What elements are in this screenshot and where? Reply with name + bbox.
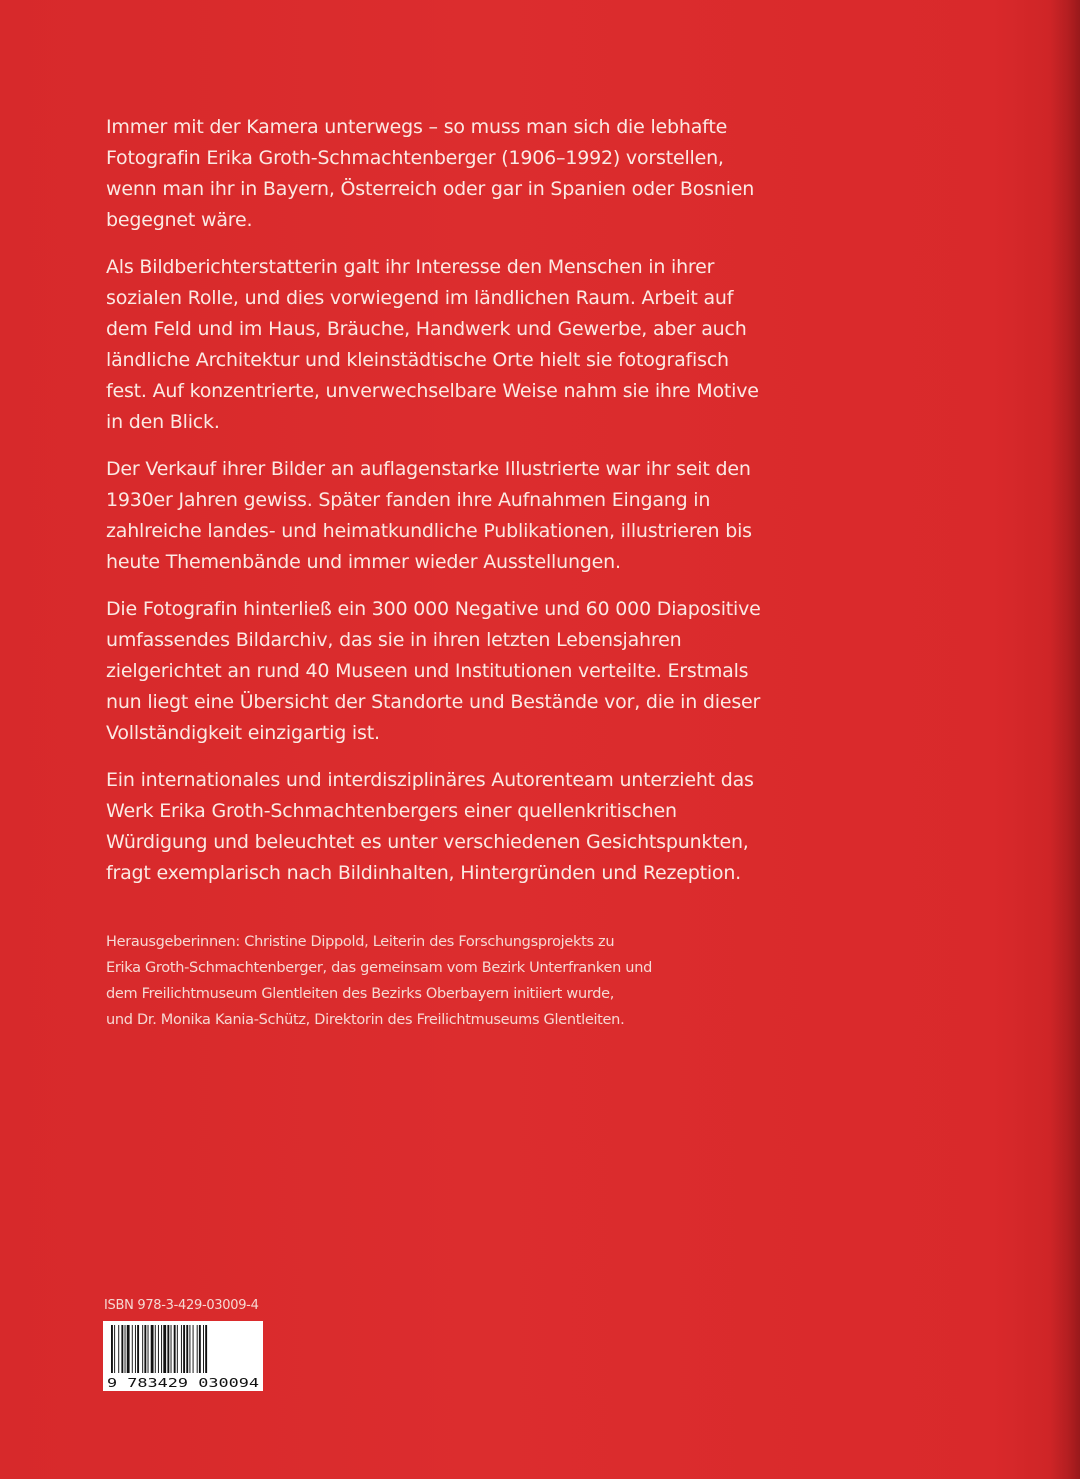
barcode-bar xyxy=(186,1325,188,1373)
credits-line: Herausgeberinnen: Christine Dippold, Leiterin des Forschungsprojekts zu xyxy=(106,934,615,950)
barcode-bar xyxy=(171,1325,172,1373)
blurb-paragraph: Ein internationales und interdisziplinäres Autorenteam unterzieht das Werk Erika Groth-Schmachtenbergers einer quellenkritischen Würdigung und beleuchtet es unter verschiedenen Gesichtspunkten, fragt exemplarisch nach Bildinhalten, Hintergründen und Rezeption. xyxy=(106,769,754,884)
barcode-bar xyxy=(142,1325,143,1373)
barcode-bar xyxy=(135,1325,136,1373)
barcode-bar xyxy=(199,1325,201,1373)
barcode-bar xyxy=(151,1325,154,1373)
blurb-paragraph: Immer mit der Kamera unterwegs – so muss man sich die lebhafte Fotografin Erika Groth-Schmachtenberger (1906–1992) vorstellen, wenn man ihr in Bayern, Österreich oder gar in Spanien oder Bosnien begegnet wäre. xyxy=(106,116,755,231)
barcode-bar xyxy=(203,1325,204,1373)
barcode-bar xyxy=(132,1325,133,1373)
blurb-paragraph: Als Bildberichterstatterin galt ihr Interesse den Menschen in ihrer sozialen Rolle, und dies vorwiegend im ländlichen Raum. Arbeit auf dem Feld und im Haus, Bräuche, Handwerk und Gewerbe, aber auch ländliche Architektur und kleinstädtische Orte hielt sie fotografisch fest. Auf konzentrierte, unverwechselbare Weise nahm sie ihre Motive in den Blick. xyxy=(106,256,759,433)
barcode-bar xyxy=(155,1325,156,1373)
barcode-bar xyxy=(137,1325,139,1373)
barcode-bar xyxy=(144,1325,146,1373)
barcode-bar xyxy=(163,1325,166,1373)
barcode-bar xyxy=(197,1325,198,1373)
barcode-bar xyxy=(114,1325,115,1373)
barcode-bar xyxy=(161,1325,162,1373)
barcode-bar xyxy=(205,1325,207,1373)
editor-credits xyxy=(106,929,726,1033)
credits-line: Erika Groth-Schmachtenberger, das gemeinsam vom Bezirk Unterfranken und xyxy=(106,960,652,976)
barcode-bar xyxy=(158,1325,159,1373)
spine-edge xyxy=(1050,0,1080,1479)
barcode-icon xyxy=(103,1321,263,1391)
barcode-bar xyxy=(148,1325,149,1373)
isbn-label: ISBN 978-3-429-03009-4 xyxy=(104,1298,259,1313)
barcode-bar xyxy=(189,1325,190,1373)
barcode-bar xyxy=(183,1325,185,1373)
barcode-bar xyxy=(177,1325,178,1373)
barcode-bar xyxy=(174,1325,176,1373)
barcode-bar xyxy=(118,1325,119,1373)
isbn-barcode xyxy=(103,1321,263,1391)
barcode-digits: 9 783429 030094 xyxy=(107,1375,259,1390)
barcode-bar xyxy=(193,1325,194,1373)
credits-line: und Dr. Monika Kania-Schütz, Direktorin des Freilichtmuseums Glentleiten. xyxy=(106,1012,625,1028)
blurb-paragraph: Der Verkauf ihrer Bilder an auflagenstarke Illustrierte war ihr seit den 1930er Jahren gewiss. Später fanden ihre Aufnahmen Eingang in zahlreiche landes- und heimatkundliche Publikationen, illustrieren bis heute Themenbände und immer wieder Ausstellungen. xyxy=(106,458,752,573)
credits-line: dem Freilichtmuseum Glentleiten des Bezirks Oberbayern initiiert wurde, xyxy=(106,986,615,1002)
barcode-bar xyxy=(125,1325,126,1373)
blurb-text xyxy=(106,112,766,905)
barcode-bar xyxy=(167,1325,169,1373)
barcode-bar xyxy=(127,1325,130,1373)
blurb-paragraph: Die Fotografin hinterließ ein 300 000 Negative und 60 000 Diapositive umfassendes Bildarchiv, das sie in ihren letzten Lebensjahren zielgerichtet an rund 40 Museen und Institutionen verteilte. Erstmals nun liegt eine Übersicht der Standorte und Bestände vor, die in dieser Vollständigkeit einzigartig ist. xyxy=(106,598,761,744)
barcode-bar xyxy=(181,1325,182,1373)
barcode-bar xyxy=(121,1325,123,1373)
barcode-bar xyxy=(111,1325,113,1373)
